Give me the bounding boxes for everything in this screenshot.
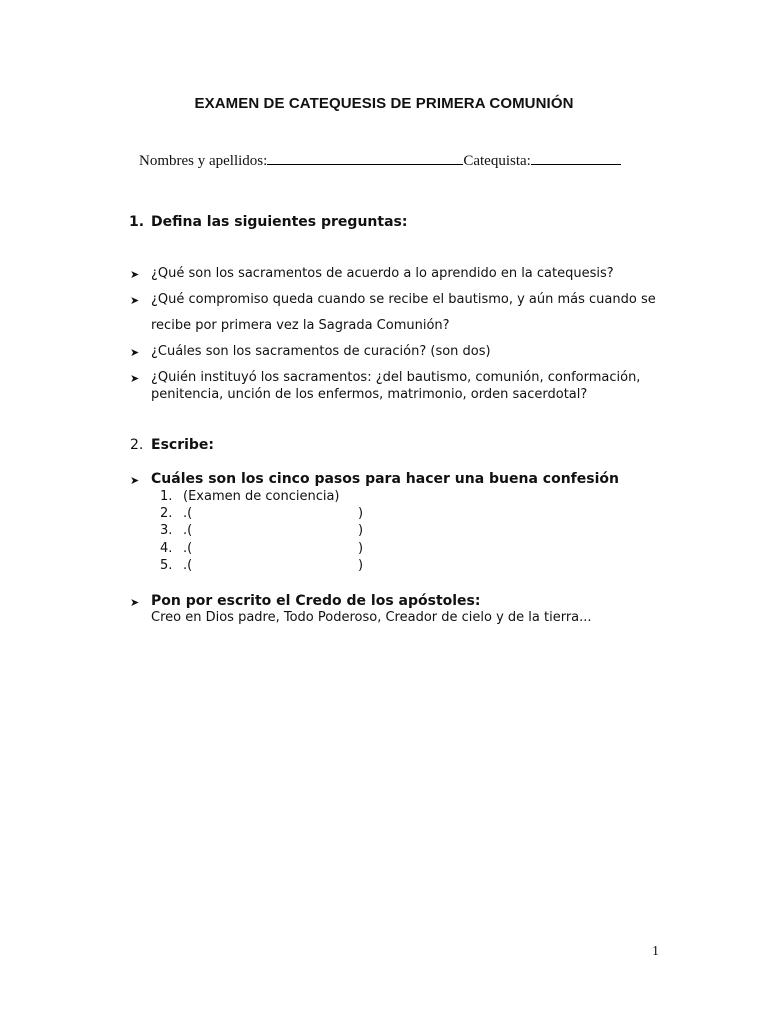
bullet-icon: ➤ — [130, 268, 140, 281]
step-number: 4. — [160, 541, 173, 556]
question-1: ¿Qué son los sacramentos de acuerdo a lo aprendido en la catequesis? — [151, 266, 614, 281]
section1-number: 1. — [129, 214, 145, 230]
step-number: 5. — [160, 558, 173, 573]
section2-heading: Escribe: — [151, 437, 215, 453]
creed-text: Creo en Dios padre, Todo Poderoso, Creador de cielo y de la tierra... — [151, 610, 592, 625]
bullet-icon: ➤ — [130, 346, 140, 359]
step-close: ) — [358, 523, 364, 538]
step-number: 1. — [160, 489, 173, 504]
names-label: Nombres y apellidos: — [139, 153, 268, 169]
step-close: ) — [358, 541, 364, 556]
step-number: 2. — [160, 506, 173, 521]
bullet-icon: ➤ — [130, 474, 140, 487]
question-2-line1: ¿Qué compromiso queda cuando se recibe el bautismo, y aún más cuando se — [151, 292, 656, 307]
creed-heading: Pon por escrito el Credo de los apóstoles: — [151, 593, 481, 609]
catechist-blank — [531, 150, 621, 165]
bullet-icon: ➤ — [130, 294, 140, 307]
page-number: 1 — [652, 944, 659, 959]
bullet-icon: ➤ — [130, 372, 140, 385]
step-text: .( — [183, 506, 193, 521]
step-text: .( — [183, 558, 193, 573]
step-close: ) — [358, 506, 364, 521]
question-3: ¿Cuáles son los sacramentos de curación? (son dos) — [151, 344, 491, 359]
question-4-line1: ¿Quién instituyó los sacramentos: ¿del bautismo, comunión, conformación, — [151, 370, 641, 385]
step-number: 3. — [160, 523, 173, 538]
names-blank — [267, 150, 463, 165]
question-2-line2: recibe por primera vez la Sagrada Comunión? — [151, 318, 450, 333]
section1-heading: Defina las siguientes preguntas: — [151, 214, 408, 230]
catechist-label: Catequista: — [463, 153, 531, 169]
header-fields — [139, 150, 621, 170]
bullet-icon: ➤ — [130, 596, 140, 609]
document-title: EXAMEN DE CATEQUESIS DE PRIMERA COMUNIÓN — [194, 95, 574, 112]
step-text: (Examen de conciencia) — [183, 489, 340, 504]
section2-number: 2. — [130, 437, 144, 453]
step-close: ) — [358, 558, 364, 573]
step-text: .( — [183, 523, 193, 538]
question-4-line2: penitencia, unción de los enfermos, matrimonio, orden sacerdotal? — [151, 387, 588, 402]
confession-heading: Cuáles son los cinco pasos para hacer una buena confesión — [151, 471, 619, 487]
step-text: .( — [183, 541, 193, 556]
